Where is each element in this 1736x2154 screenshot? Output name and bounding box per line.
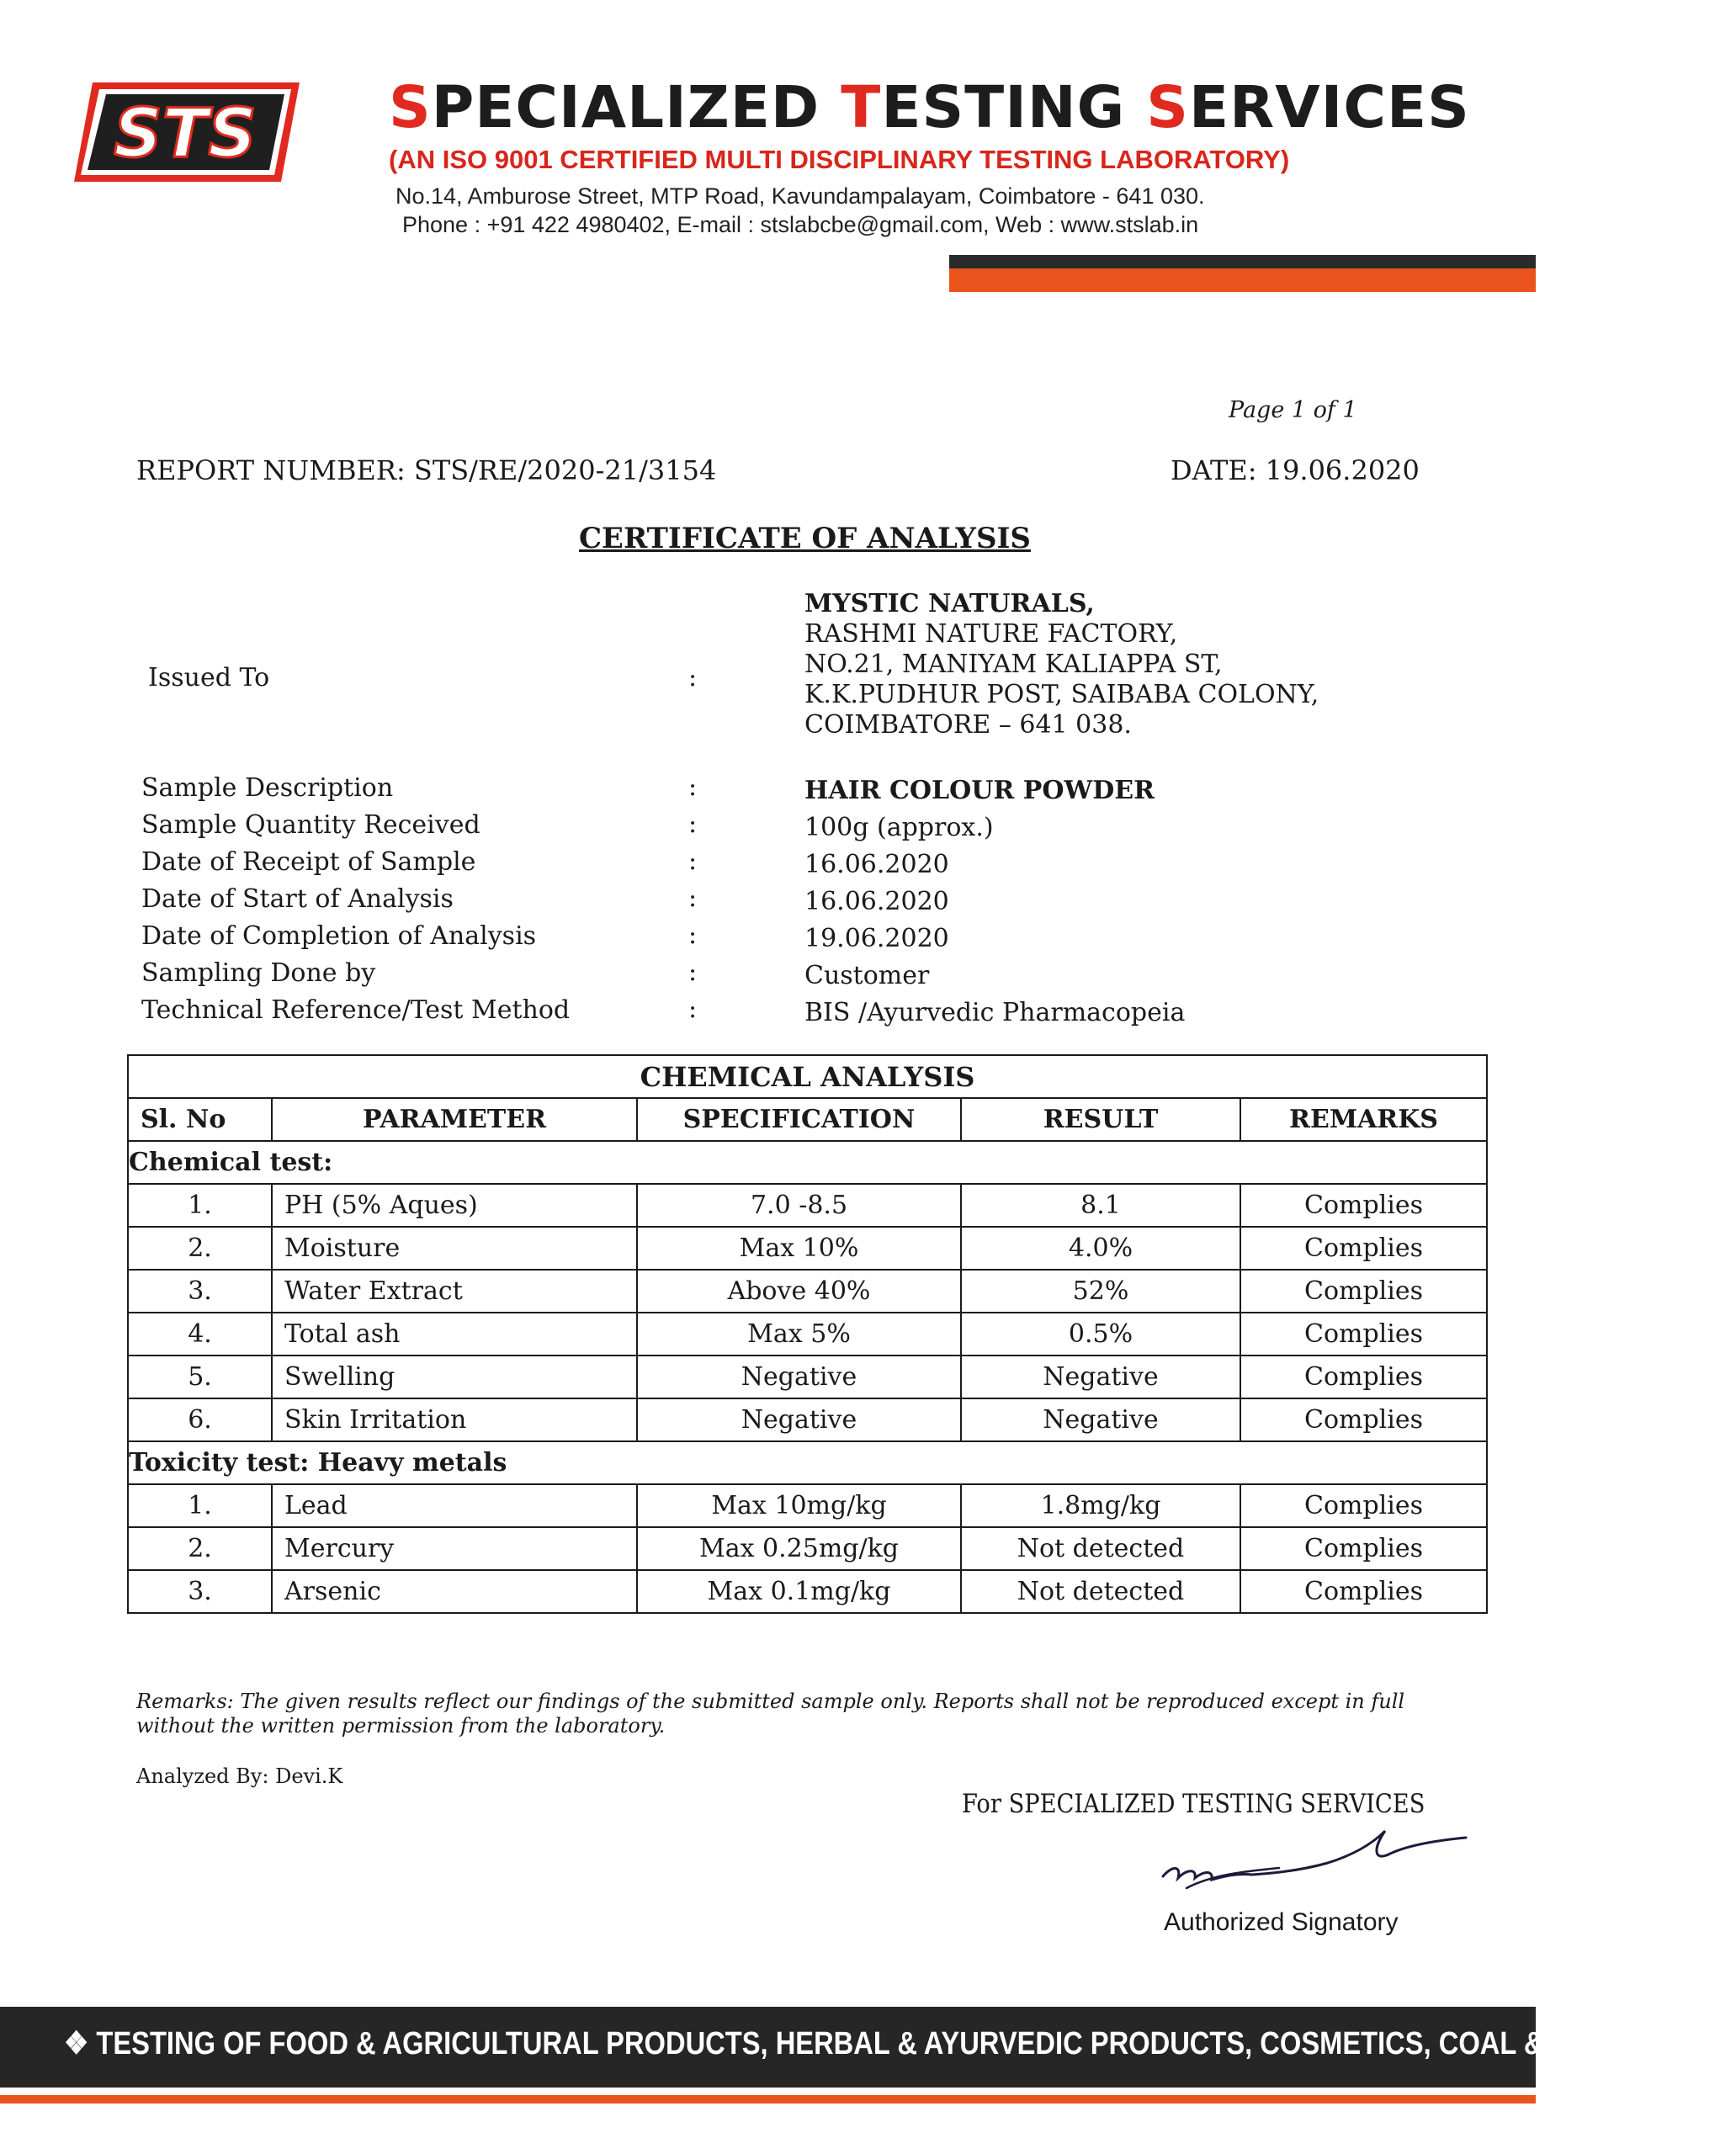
header-parameter: PARAMETER [272,1098,637,1141]
logo-text: STS [114,94,257,172]
report-number: REPORT NUMBER: STS/RE/2020-21/3154 [136,454,717,486]
bullet-icon: ❖ [64,2026,89,2061]
org-name-part: T [841,74,882,141]
header-result: RESULT [961,1098,1240,1141]
cell-specification: Negative [637,1398,961,1441]
issued-to-name: MYSTIC NATURALS, [804,589,1095,618]
issued-to-label: Issued To [148,663,270,692]
field-label: Date of Receipt of Sample [141,847,476,877]
field-label: Sample Description [141,773,394,803]
table-row [128,1356,1487,1398]
issued-to-line: RASHMI NATURE FACTORY, [804,619,1178,649]
header-bar-orange [949,268,1536,292]
header-sl-no: Sl. No [128,1098,272,1141]
section-row [128,1141,1487,1184]
cell-sl-no: 5. [128,1356,272,1398]
cell-result: Negative [961,1398,1240,1441]
field-label: Sample Quantity Received [141,810,480,840]
cell-parameter: PH (5% Aques) [272,1184,637,1227]
table-row [128,1184,1487,1227]
footer-text: TESTING OF FOOD & AGRICULTURAL PRODUCTS, HERBAL & AYURVEDIC PRODUCTS, COSMETICS, COAL & BRIQUETTES. [96,2026,1736,2061]
cell-specification: Above 40% [637,1270,961,1313]
cell-parameter: Total ash [272,1313,637,1356]
header-remarks: REMARKS [1240,1098,1487,1141]
field-colon: : [688,772,698,802]
cell-specification: Max 10mg/kg [637,1484,961,1527]
field-colon: : [688,846,698,876]
cell-parameter: Skin Irritation [272,1398,637,1441]
field-colon: : [688,995,698,1024]
table-row [128,1270,1487,1313]
cell-parameter: Moisture [272,1227,637,1270]
field-value: Customer [804,961,930,990]
cell-result: 1.8mg/kg [961,1484,1240,1527]
org-name-part: S [389,74,432,141]
footer-services [64,2024,1736,2062]
cell-result: Negative [961,1356,1240,1398]
cell-remarks: Complies [1240,1356,1487,1398]
cell-sl-no: 2. [128,1527,272,1570]
field-colon: : [688,809,698,839]
footer-orange-line [0,2095,1536,2104]
cell-remarks: Complies [1240,1270,1487,1313]
field-colon: : [688,958,698,987]
field-value: BIS /Ayurvedic Pharmacopeia [804,998,1186,1027]
field-value: 16.06.2020 [804,850,949,879]
report-date: DATE: 19.06.2020 [1171,454,1420,486]
table-row [128,1313,1487,1356]
org-name [389,74,1470,141]
field-value: HAIR COLOUR POWDER [804,776,1155,805]
org-address: No.14, Amburose Street, MTP Road, Kavundampalayam, Coimbatore - 641 030. [396,183,1205,209]
issued-to-address [804,589,1319,740]
page-number: Page 1 of 1 [1229,397,1357,423]
cell-result: 8.1 [961,1184,1240,1227]
chemical-analysis-table [127,1054,1488,1614]
field-value: 100g (approx.) [804,813,994,842]
field-colon: : [688,920,698,950]
cell-sl-no: 3. [128,1270,272,1313]
cell-sl-no: 3. [128,1570,272,1613]
sample-field-values [804,772,1185,1032]
issued-to-line: COIMBATORE – 641 038. [804,710,1132,740]
cell-specification: Negative [637,1356,961,1398]
issued-to-colon: : [688,663,698,692]
field-label: Technical Reference/Test Method [141,995,571,1025]
signature-image [1153,1816,1473,1908]
org-name-part: S [1146,74,1189,141]
cell-result: 0.5% [961,1313,1240,1356]
header-specification: SPECIFICATION [637,1098,961,1141]
cell-remarks: Complies [1240,1227,1487,1270]
cell-result: Not detected [961,1527,1240,1570]
cell-remarks: Complies [1240,1184,1487,1227]
table-row [128,1398,1487,1441]
sts-logo [74,82,300,182]
field-label: Date of Completion of Analysis [141,921,537,951]
cell-specification: Max 0.1mg/kg [637,1570,961,1613]
cell-sl-no: 4. [128,1313,272,1356]
cell-specification: Max 5% [637,1313,961,1356]
field-value: 19.06.2020 [804,924,949,953]
cell-result: 4.0% [961,1227,1240,1270]
table-title: CHEMICAL ANALYSIS [128,1055,1487,1098]
section-title: Chemical test: [128,1141,1487,1184]
for-sts-line: For SPECIALIZED TESTING SERVICES [962,1789,1425,1819]
org-contact: Phone : +91 422 4980402, E-mail : stslabcbe@gmail.com, Web : www.stslab.in [402,212,1199,237]
cell-parameter: Water Extract [272,1270,637,1313]
table-row [128,1227,1487,1270]
field-value: 16.06.2020 [804,887,949,916]
cell-result: 52% [961,1270,1240,1313]
table-title-row [128,1055,1487,1098]
authorized-signatory: Authorized Signatory [1164,1908,1399,1936]
section-row [128,1441,1487,1484]
section-title: Toxicity test: Heavy metals [128,1441,1487,1484]
cell-remarks: Complies [1240,1398,1487,1441]
org-name-part: ERVICES [1189,74,1470,141]
issued-to-line: K.K.PUDHUR POST, SAIBABA COLONY, [804,680,1319,709]
cell-parameter: Lead [272,1484,637,1527]
field-colon: : [688,883,698,913]
cell-sl-no: 1. [128,1184,272,1227]
sample-field-labels [141,770,570,1029]
field-label: Sampling Done by [141,958,376,988]
cell-sl-no: 1. [128,1484,272,1527]
analyzed-by: Analyzed By: Devi.K [136,1764,343,1788]
cell-parameter: Arsenic [272,1570,637,1613]
org-subtitle: (AN ISO 9001 CERTIFIED MULTI DISCIPLINARY TESTING LABORATORY) [389,145,1290,174]
cell-remarks: Complies [1240,1570,1487,1613]
cell-parameter: Swelling [272,1356,637,1398]
org-name-part: ESTING [881,74,1147,141]
header-bar-dark [949,255,1536,268]
cell-specification: Max 0.25mg/kg [637,1527,961,1570]
cell-remarks: Complies [1240,1527,1487,1570]
cell-parameter: Mercury [272,1527,637,1570]
table-header-row [128,1098,1487,1141]
cell-remarks: Complies [1240,1484,1487,1527]
cell-sl-no: 2. [128,1227,272,1270]
cell-sl-no: 6. [128,1398,272,1441]
cell-result: Not detected [961,1570,1240,1613]
cell-specification: 7.0 -8.5 [637,1184,961,1227]
remarks-note: Remarks: The given results reflect our findings of the submitted sample only. Reports shall not be reproduced except in full without the written permission from the laboratory. [136,1690,1405,1738]
table-row [128,1570,1487,1613]
table-row [128,1484,1487,1527]
cell-specification: Max 10% [637,1227,961,1270]
cell-remarks: Complies [1240,1313,1487,1356]
certificate-title: CERTIFICATE OF ANALYSIS [579,522,1031,555]
issued-to-line: NO.21, MANIYAM KALIAPPA ST, [804,650,1223,679]
field-label: Date of Start of Analysis [141,884,454,914]
org-name-part: PECIALIZED [431,74,841,141]
table-row [128,1527,1487,1570]
